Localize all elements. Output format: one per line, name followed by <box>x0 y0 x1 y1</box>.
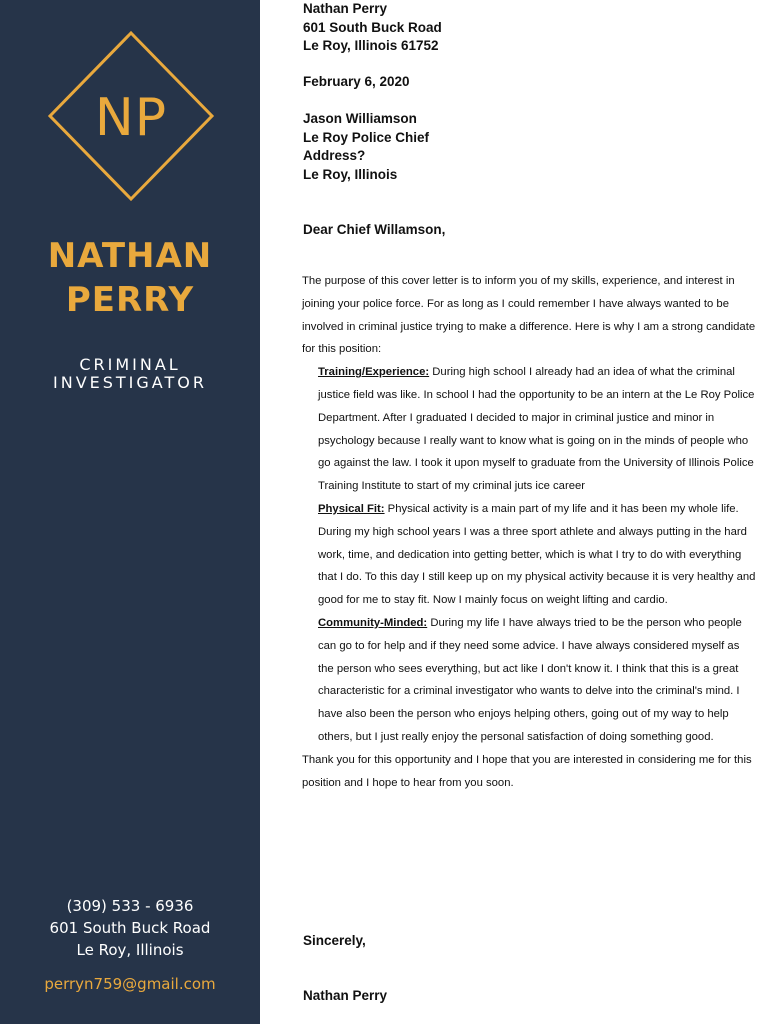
section-text: During high school I already had an idea of what the criminal justice field was like. In school I had the opportunity to be an intern at the Le Roy Police Department. After I graduated I decided to major in criminal justice and minor in psychology because I really want to know what is going on in the minds of people who go against the law. I took it upon myself to graduate from the University of Illinois Police Training Institute to start of my criminal juts ice career <box>318 366 755 493</box>
recipient-title: Le Roy Police Chief <box>303 129 430 145</box>
sidebar <box>0 0 260 1024</box>
email-link[interactable]: perryn759@gmail.com <box>44 975 216 993</box>
candidate-name <box>0 234 260 322</box>
section-text: During my life I have always tried to be the person who people can go to for help and if they need some advice. I have always considered myself as the person who sees everything, but act like I don't know it. I think that this is a great characteristic for a criminal investigator who wants to delve into the criminal's mind. I have also been the person who enjoys helping others, going out of my way to help others, but I just really enjoy the personal satisfaction of doing something good. <box>318 616 742 743</box>
name-line-first: NATHAN <box>47 236 213 276</box>
letter-body <box>302 270 757 794</box>
signoff-text: Sincerely, <box>303 933 366 948</box>
sender-city: Le Roy, Illinois 61752 <box>303 38 439 53</box>
job-title <box>0 356 260 392</box>
closing-paragraph: Thank you for this opportunity and I hope that you are interested in considering me for this position and I hope to hear from you soon. <box>302 753 752 789</box>
monogram-logo <box>47 30 215 202</box>
signature-name: Nathan Perry <box>303 988 388 1003</box>
name-line-last: PERRY <box>65 280 195 320</box>
section-heading: Physical Fit: <box>318 502 385 515</box>
salutation-text: Dear Chief Willamson, <box>303 222 446 237</box>
letter-date <box>303 73 410 92</box>
date-text: February 6, 2020 <box>303 74 410 89</box>
address-street: 601 South Buck Road <box>49 919 211 937</box>
recipient-name: Jason Williamson <box>303 111 417 126</box>
salutation <box>303 221 445 240</box>
sender-name: Nathan Perry <box>303 1 388 16</box>
sender-address <box>303 0 442 56</box>
title-line-1: CRIMINAL <box>79 355 181 374</box>
signature <box>303 987 387 1006</box>
signoff <box>303 932 366 951</box>
sender-street: 601 South Buck Road <box>303 19 442 35</box>
phone-number: (309) 533 - 6936 <box>66 897 194 915</box>
section-community <box>302 612 757 749</box>
recipient-address <box>303 110 429 184</box>
section-heading: Community-Minded: <box>318 616 428 629</box>
contact-info <box>0 895 260 961</box>
section-heading: Training/Experience: <box>318 366 430 379</box>
monogram-initials: NP <box>94 88 168 148</box>
section-text: Physical activity is a main part of my life and it has been my whole life. During my high school years I was a three sport athlete and always putting in the hard work, time, and dedication into getting better, which is what I try to do with everything that I do. To this day I still keep up on my physical activity because it is very healthy and good for me to stay fit. Now I mainly focus on weight lifting and cardio. <box>318 502 756 607</box>
section-training <box>302 361 757 498</box>
recipient-city: Le Roy, Illinois <box>303 166 398 182</box>
recipient-street: Address? <box>303 148 366 163</box>
section-physical <box>302 498 757 612</box>
intro-paragraph: The purpose of this cover letter is to inform you of my skills, experience, and interest in joining your police force. For as long as I could remember I have always wanted to be involved in criminal justice trying to make a difference. Here is why I am a strong candidate for this position: <box>302 275 756 356</box>
address-city: Le Roy, Illinois <box>76 941 184 959</box>
title-line-2: INVESTIGATOR <box>53 373 207 392</box>
